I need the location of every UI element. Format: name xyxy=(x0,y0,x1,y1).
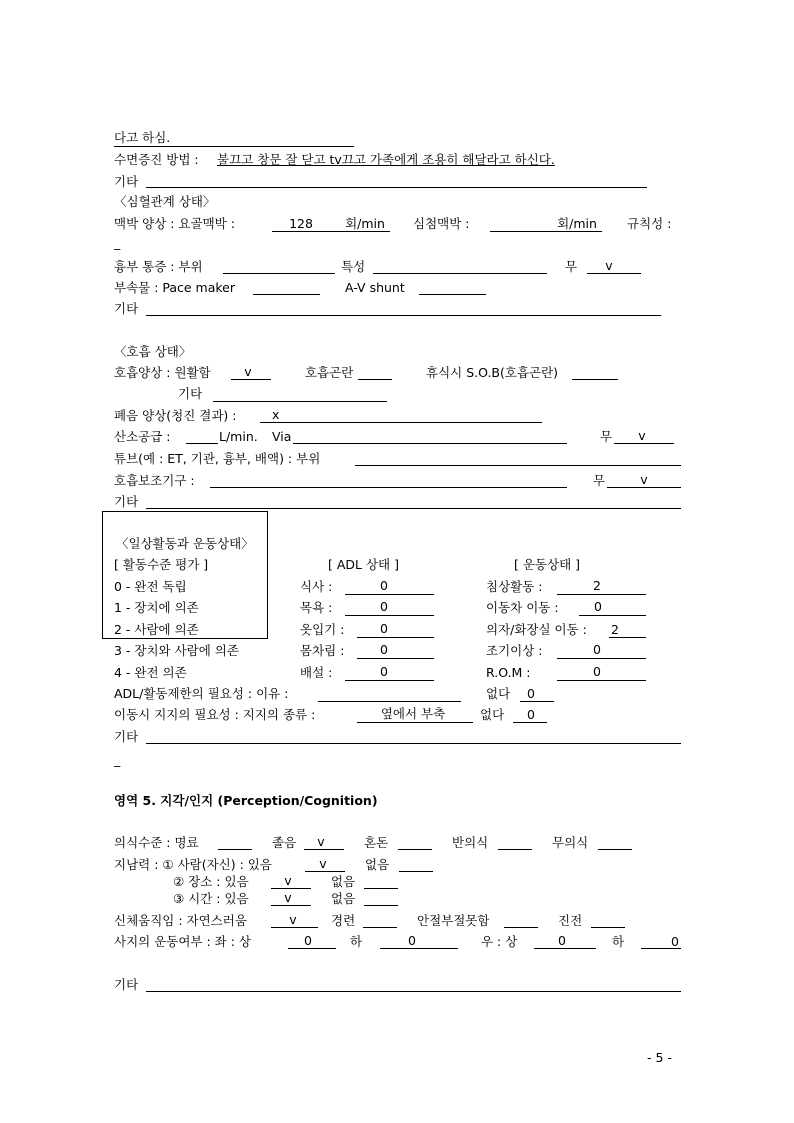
time-absent-label: 없음 xyxy=(331,891,356,906)
perception-other-field[interactable] xyxy=(146,991,681,992)
sleep-label: 수면증진 방법 : xyxy=(114,152,199,167)
support-underline xyxy=(357,722,473,723)
via-label: Via xyxy=(272,429,292,444)
left-upper-value[interactable]: 0 xyxy=(304,933,312,948)
smooth-value[interactable]: v xyxy=(244,364,252,379)
tube-label: 튜브(예 : ET, 기관, 흉부, 배액) : 부위 xyxy=(114,451,321,466)
activity-level-item: 0 - 완전 독립 xyxy=(114,579,187,594)
orientation-label: 지남력 : ① 사람(자신) : 있음 xyxy=(114,857,272,872)
sob-label: 휴식시 S.O.B(호흡곤란) xyxy=(426,365,559,380)
place-label: ② 장소 : 있음 xyxy=(173,874,249,889)
dyspnea-field[interactable] xyxy=(358,379,392,380)
adl-header: 〈일상활동과 운동상태〉 xyxy=(116,536,254,551)
motion-value-rom[interactable]: 0 xyxy=(593,664,601,679)
support-absent-underline xyxy=(513,722,547,723)
left-lower-value[interactable]: 0 xyxy=(408,933,416,948)
sleep-value: 불끄고 창문 잘 닫고 tv끄고 가족에게 조용히 해달라고 하신다. xyxy=(217,152,555,167)
oxygen-none-value[interactable]: v xyxy=(638,428,646,443)
drowsy-value[interactable]: v xyxy=(317,834,325,849)
rigidity-label: 경련 xyxy=(331,913,356,928)
rhythm-label: 규칙성 : xyxy=(627,216,672,231)
apical-underline xyxy=(490,231,602,232)
motion-underline xyxy=(557,594,646,595)
av-shunt-label: A-V shunt xyxy=(345,280,405,295)
tube-site-field[interactable] xyxy=(355,465,681,466)
resp-aid-none-value[interactable]: v xyxy=(640,472,648,487)
adl-value-toileting[interactable]: 0 xyxy=(380,664,388,679)
left-lower-underline xyxy=(380,948,458,949)
person-underline xyxy=(305,871,345,872)
coma-field[interactable] xyxy=(598,849,632,850)
motion-status-header: [ 운동상태 ] xyxy=(514,557,581,572)
coma-label: 무의식 xyxy=(552,835,589,850)
radial-pulse-value[interactable]: 128 xyxy=(289,216,313,231)
semicoma-field[interactable] xyxy=(498,849,532,850)
motion-underline xyxy=(557,658,646,659)
adl-label-dressing: 옷입기 : xyxy=(300,622,345,637)
resp-aid-none-label: 무 xyxy=(593,473,606,488)
top-other-label: 기타 xyxy=(114,174,139,189)
tremor-field[interactable] xyxy=(591,927,625,928)
cardio-other-field[interactable] xyxy=(146,315,661,316)
apical-label: 심첨맥박 : xyxy=(413,216,470,231)
adl-label-toileting: 배설 : xyxy=(300,665,333,680)
top-other-field[interactable] xyxy=(146,187,647,188)
resp-pattern-label: 호흡양상 : 원활함 xyxy=(114,365,211,380)
support-absent-label: 없다 xyxy=(480,707,505,722)
person-value[interactable]: v xyxy=(319,856,327,871)
activity-level-item: 1 - 장치에 의존 xyxy=(114,600,199,615)
adl-status-header: [ ADL 상태 ] xyxy=(328,557,399,572)
chest-pain-none-label: 무 xyxy=(565,259,578,274)
lung-sound-label: 폐음 양상(청진 결과) : xyxy=(114,408,237,423)
adl-underline xyxy=(345,680,434,681)
activity-level-item: 4 - 완전 의존 xyxy=(114,665,187,680)
place-underline xyxy=(271,888,311,889)
time-underline xyxy=(271,905,311,906)
adl-value-dressing[interactable]: 0 xyxy=(380,621,388,636)
page-number: - 5 - xyxy=(647,1050,672,1065)
motion-underline xyxy=(557,680,646,681)
dyspnea-label: 호흡곤란 xyxy=(305,365,354,380)
chest-pain-none-underline xyxy=(587,273,641,274)
motion-label-wheelchair: 이동차 이동 : xyxy=(486,600,559,615)
adl-label-grooming: 몸차림 : xyxy=(300,643,345,658)
support-value[interactable]: 옆에서 부축 xyxy=(380,706,446,721)
adl-other-field[interactable] xyxy=(146,743,681,744)
apical-rate-unit: 회/min xyxy=(557,216,597,231)
natural-value[interactable]: v xyxy=(289,912,297,927)
av-shunt-field[interactable] xyxy=(419,294,486,295)
smooth-underline xyxy=(231,379,271,380)
adl-value-grooming[interactable]: 0 xyxy=(380,642,388,657)
resp-aid-label: 호흡보조기구 : xyxy=(114,473,195,488)
perception-section-title: 영역 5. 지각/인지 (Perception/Cognition) xyxy=(114,793,378,808)
activity-level-item: 3 - 장치와 사람에 의존 xyxy=(114,643,239,658)
consciousness-label: 의식수준 : 명료 xyxy=(114,835,199,850)
chest-pain-site-field[interactable] xyxy=(223,273,335,274)
sob-field[interactable] xyxy=(572,379,618,380)
natural-underline xyxy=(271,927,318,928)
resp-aid-field[interactable] xyxy=(210,487,567,488)
motion-value-bed[interactable]: 2 xyxy=(593,578,601,593)
place-value[interactable]: v xyxy=(284,873,292,888)
motion-label-early-ambulation: 조기이상 : xyxy=(486,643,543,658)
lung-sound-value[interactable]: x xyxy=(272,407,280,422)
limb-label: 사지의 운동여부 : 좌 : 상 xyxy=(114,934,251,949)
adl-other-label: 기타 xyxy=(114,729,139,744)
adl-limit-absent-label: 없다 xyxy=(486,686,511,701)
motion-underline xyxy=(609,637,646,638)
motion-label-rom: R.O.M : xyxy=(486,665,531,680)
confused-field[interactable] xyxy=(398,849,432,850)
adl-underline xyxy=(345,594,434,595)
adl-label-eating: 식사 : xyxy=(300,579,333,594)
adl-underline xyxy=(357,658,434,659)
adl-limit-label: ADL/활동제한의 필요성 : 이유 : xyxy=(114,686,289,701)
left-upper-underline xyxy=(288,948,336,949)
chest-pain-none-value[interactable]: v xyxy=(605,258,613,273)
chest-pain-character-label: 특성 xyxy=(341,259,366,274)
motion-label-chair-toilet: 의자/화장실 이동 : xyxy=(486,622,587,637)
via-field[interactable] xyxy=(293,443,567,444)
resp-other-label: 기타 xyxy=(114,494,139,509)
resp-header: 〈호흡 상태〉 xyxy=(114,344,192,359)
activity-level-box xyxy=(102,511,268,639)
right-lower-label: 하 xyxy=(612,934,625,949)
time-label: ③ 시간 : 있음 xyxy=(173,891,249,906)
radial-rate-unit: 회/min xyxy=(345,216,385,231)
chest-pain-label: 흉부 통증 : 부위 xyxy=(114,259,203,274)
support-absent-value[interactable]: 0 xyxy=(527,707,535,722)
semicoma-label: 반의식 xyxy=(452,835,489,850)
oxygen-none-underline xyxy=(614,443,674,444)
resp-other-inline-field[interactable] xyxy=(213,401,387,402)
device-label: 부속물 : Pace maker xyxy=(114,280,236,295)
pulse-label: 맥박 양상 : 요골맥박 : xyxy=(114,216,235,231)
adl-underline xyxy=(357,637,434,638)
motion-value-wheelchair[interactable]: 0 xyxy=(594,599,602,614)
time-value[interactable]: v xyxy=(284,890,292,905)
motion-label-bed: 침상활동 : xyxy=(486,579,543,594)
activity-level-item: 2 - 사람에 의존 xyxy=(114,622,199,637)
adl-value-bathing[interactable]: 0 xyxy=(380,599,388,614)
resp-aid-none-underline xyxy=(607,487,681,488)
lung-sound-underline xyxy=(260,422,542,423)
pacemaker-field[interactable] xyxy=(253,294,320,295)
motion-value-chair-toilet[interactable]: 2 xyxy=(611,622,619,637)
alert-field[interactable] xyxy=(218,849,252,850)
person-absent-field[interactable] xyxy=(399,871,433,872)
oxygen-label: 산소공급 : xyxy=(114,429,171,444)
resp-other-field[interactable] xyxy=(146,508,681,509)
adl-label-bathing: 목욕 : xyxy=(300,600,333,615)
cardio-other-label: 기타 xyxy=(114,301,139,316)
adl-underline xyxy=(345,615,434,616)
pulse-underline xyxy=(272,231,390,232)
cardio-header: 〈심혈관계 상태〉 xyxy=(114,194,216,209)
activity-level-header: [ 활동수준 평가 ] xyxy=(114,557,209,572)
right-label: 우 : 상 xyxy=(481,934,518,949)
adl-limit-reason-field[interactable] xyxy=(318,701,461,702)
oxygen-rate-field[interactable] xyxy=(186,443,218,444)
place-absent-field[interactable] xyxy=(364,888,398,889)
right-upper-value[interactable]: 0 xyxy=(558,933,566,948)
drowsy-underline xyxy=(304,849,344,850)
continuation-text: 다고 하심. xyxy=(114,130,171,145)
restless-label: 안절부절못함 xyxy=(417,913,490,928)
chest-pain-character-field[interactable] xyxy=(373,273,547,274)
resp-other-inline-label: 기타 xyxy=(178,386,203,401)
place-absent-label: 없음 xyxy=(331,874,356,889)
person-absent-label: 없음 xyxy=(365,857,390,872)
left-lower-label: 하 xyxy=(350,934,363,949)
confused-label: 혼돈 xyxy=(364,835,389,850)
right-upper-underline xyxy=(534,948,596,949)
rigidity-field[interactable] xyxy=(363,927,397,928)
motion-value-early-ambulation[interactable]: 0 xyxy=(593,642,601,657)
support-label: 이동시 지지의 필요성 : 지지의 종류 : xyxy=(114,707,316,722)
motion-underline xyxy=(579,615,646,616)
adl-limit-absent-underline xyxy=(520,701,554,702)
continuation-underline xyxy=(114,146,354,147)
perception-other-label: 기타 xyxy=(114,977,139,992)
movement-label: 신체움직임 : 자연스러움 xyxy=(114,913,247,928)
time-absent-field[interactable] xyxy=(364,905,398,906)
adl-value-eating[interactable]: 0 xyxy=(380,578,388,593)
tremor-label: 진전 xyxy=(558,913,583,928)
drowsy-label: 졸음 xyxy=(272,835,297,850)
right-lower-value[interactable]: 0 xyxy=(671,934,679,949)
restless-field[interactable] xyxy=(504,927,538,928)
adl-dash: _ xyxy=(114,752,121,767)
oxygen-unit: L/min. xyxy=(219,429,258,444)
oxygen-none-label: 무 xyxy=(600,429,613,444)
adl-limit-absent-value[interactable]: 0 xyxy=(527,686,535,701)
cardio-dash: _ xyxy=(114,235,121,250)
